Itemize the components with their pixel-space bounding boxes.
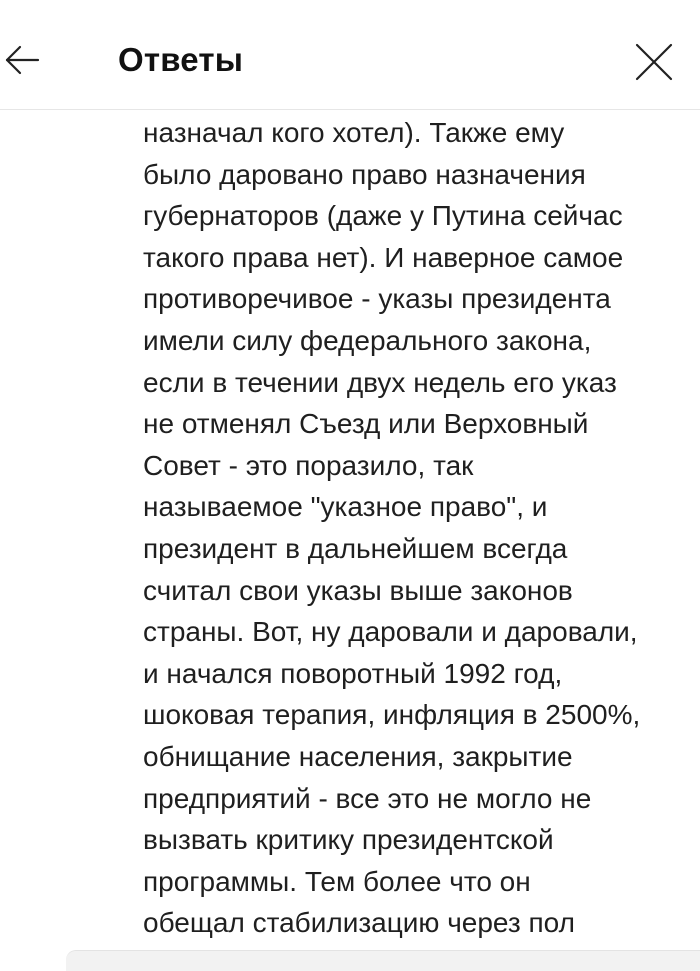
answer-line: предприятий - все это не могло не [143,782,592,814]
answer-line: вызвать критику президентской [143,824,554,856]
answer-line: если в течении двух недель его указ [143,366,617,398]
answer-line: имели силу федерального закона, [143,324,592,356]
answer-line: президент в дальнейшем всегда [143,532,568,564]
answer-line: обещал стабилизацию через пол [143,907,575,939]
answer-line: назначал кого хотел). Также ему [143,117,565,148]
close-icon [634,42,674,82]
answer-line: страны. Вот, ну даровали и даровали, [143,616,638,648]
top-bar [0,0,700,110]
answer-line: было даровано право назначения [143,158,586,190]
page-title: Ответы [118,41,244,78]
back-button[interactable] [0,36,44,84]
answer-line: обнищание населения, закрытие [143,740,573,772]
reply-input-bar[interactable] [66,950,700,971]
answer-line: губернаторов (даже у Путина сейчас [143,200,623,232]
arrow-left-icon [4,42,40,78]
answer-line: называемое "указное право", и [143,491,548,523]
answer-line: и начался поворотный 1992 год, [143,657,563,689]
answer-line: такого права нет). И наверное самое [143,241,624,273]
answer-text [143,112,663,942]
answer-line: противоречивое - указы президента [143,283,611,315]
answer-line: считал свои указы выше законов [143,574,573,606]
close-button[interactable] [628,36,680,88]
answer-line: программы. Тем более что он [143,865,531,897]
answer-line: шоковая терапия, инфляция в 2500%, [143,699,641,731]
answer-line: не отменял Съезд или Верховный [143,408,589,440]
answer-line: Совет - это поразило, так [143,449,474,481]
